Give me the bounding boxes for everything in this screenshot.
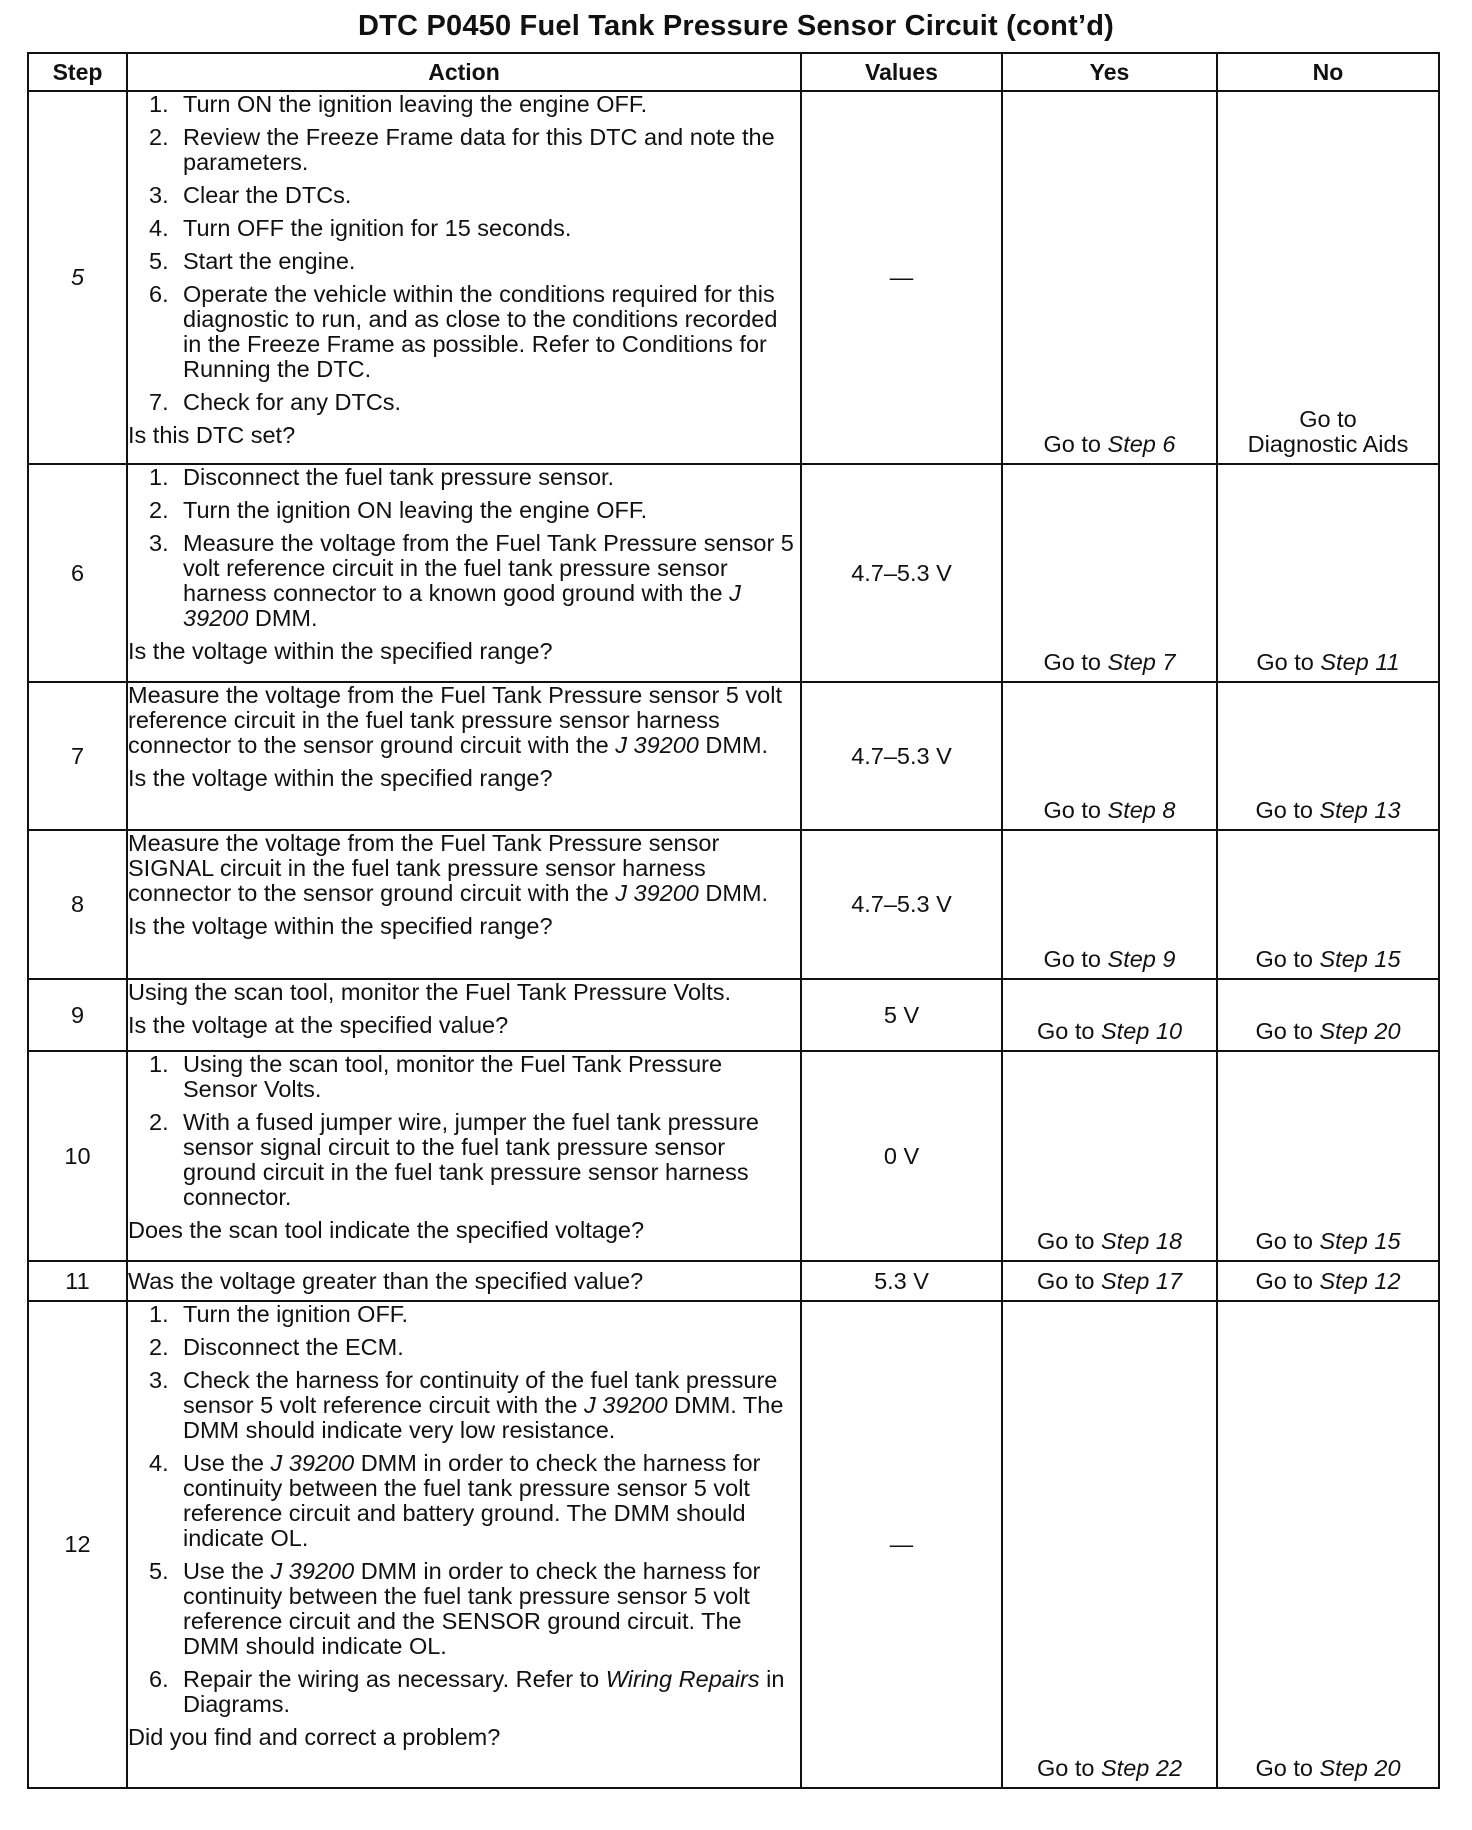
action-item: 1. Using the scan tool, monitor the Fuel Tank Pressure Sensor Volts. bbox=[149, 1051, 723, 1102]
action-item: 6. Operate the vehicle within the conditions required for this diagnostic to run, and as close to the conditions recorded in the Freeze Frame as possible. Refer to Conditions for Running the DTC. bbox=[149, 281, 778, 382]
no-cell: Go to Step 13 bbox=[1217, 682, 1439, 830]
table-row-step-11 bbox=[28, 1261, 1439, 1301]
table-row-step-10 bbox=[28, 1051, 1439, 1261]
no-cell: Go to Step 12 bbox=[1217, 1261, 1439, 1301]
no-cell: Go to Step 15 bbox=[1217, 1051, 1439, 1261]
value-cell: 4.7–5.3 V bbox=[801, 682, 1002, 830]
yes-target: Step 10 bbox=[1101, 1018, 1183, 1044]
yes-target: Step 8 bbox=[1107, 797, 1176, 823]
table-row-step-12 bbox=[28, 1301, 1439, 1788]
action-item: 3. Clear the DTCs. bbox=[149, 182, 352, 208]
action-item: 1. Disconnect the fuel tank pressure sensor. bbox=[149, 464, 615, 490]
action-item: 5. Start the engine. bbox=[149, 248, 356, 274]
yes-target: Step 18 bbox=[1101, 1228, 1183, 1254]
action-cell bbox=[127, 1051, 801, 1261]
value-cell: — bbox=[801, 91, 1002, 464]
action-text: Measure the voltage from the Fuel Tank Pressure sensor SIGNAL circuit in the fuel tank pressure sensor harness connector to the sensor ground circuit with the J 39200 DMM. bbox=[128, 830, 769, 906]
no-target: Step 15 bbox=[1319, 1228, 1401, 1254]
value-cell: — bbox=[801, 1301, 1002, 1788]
yes-cell: Go to Step 22 bbox=[1002, 1301, 1217, 1788]
action-item: 6. Repair the wiring as necessary. Refer to Wiring Repairs in Diagrams. bbox=[149, 1666, 785, 1717]
action-cell bbox=[127, 464, 801, 682]
action-question: Is the voltage at the specified value? bbox=[128, 1012, 509, 1038]
action-text: Measure the voltage from the Fuel Tank Pressure sensor 5 volt reference circuit in the fuel tank pressure sensor harness connector to the sensor ground circuit with the J 39200 DMM. bbox=[128, 682, 782, 758]
yes-cell: Go to Step 17 bbox=[1002, 1261, 1217, 1301]
header-values: Values bbox=[801, 53, 1002, 91]
action-item: 7. Check for any DTCs. bbox=[149, 389, 402, 415]
step-number: 11 bbox=[28, 1261, 127, 1301]
action-item: 4. Use the J 39200 DMM in order to check the harness for continuity between the fuel tank pressure sensor 5 volt reference circuit and battery ground. The DMM should indicate OL. bbox=[149, 1450, 761, 1551]
header-yes: Yes bbox=[1002, 53, 1217, 91]
step-number: 5 bbox=[28, 91, 127, 464]
table-row-step-7 bbox=[28, 682, 1439, 830]
step-number: 8 bbox=[28, 830, 127, 979]
value-cell: 4.7–5.3 V bbox=[801, 464, 1002, 682]
yes-cell: Go to Step 7 bbox=[1002, 464, 1217, 682]
action-text: Using the scan tool, monitor the Fuel Tank Pressure Volts. bbox=[128, 979, 732, 1005]
value-cell: 0 V bbox=[801, 1051, 1002, 1261]
yes-cell: Go to Step 18 bbox=[1002, 1051, 1217, 1261]
no-cell: Go to Step 20 bbox=[1217, 1301, 1439, 1788]
action-item: 3. Check the harness for continuity of the fuel tank pressure sensor 5 volt reference circuit with the J 39200 DMM. The DMM should indicate very low resistance. bbox=[149, 1367, 784, 1443]
yes-target: Step 17 bbox=[1101, 1268, 1183, 1294]
page-title: DTC P0450 Fuel Tank Pressure Sensor Circuit (cont’d) bbox=[357, 10, 1114, 42]
no-cell: Go to Step 11 bbox=[1217, 464, 1439, 682]
step-number: 12 bbox=[28, 1301, 127, 1788]
yes-cell: Go to Step 6 bbox=[1002, 91, 1217, 464]
header-step: Step bbox=[28, 53, 127, 91]
action-item: 2. Turn the ignition ON leaving the engine OFF. bbox=[149, 497, 648, 523]
table-header-row bbox=[28, 53, 1439, 91]
action-item: 5. Use the J 39200 DMM in order to check the harness for continuity between the fuel tank pressure sensor 5 volt reference circuit and the SENSOR ground circuit. The DMM should indicate OL. bbox=[149, 1558, 761, 1659]
no-target: Diagnostic Aids bbox=[1247, 431, 1409, 457]
step-number: 9 bbox=[28, 979, 127, 1051]
table-row-step-8 bbox=[28, 830, 1439, 979]
yes-target: Step 9 bbox=[1107, 946, 1176, 972]
action-question: Was the voltage greater than the specified value? bbox=[128, 1267, 644, 1294]
yes-target: Step 7 bbox=[1107, 649, 1176, 675]
diagnostic-table bbox=[27, 52, 1440, 1789]
yes-cell: Go to Step 8 bbox=[1002, 682, 1217, 830]
no-cell: Go to Step 15 bbox=[1217, 830, 1439, 979]
action-cell bbox=[127, 682, 801, 830]
no-target: Step 20 bbox=[1319, 1755, 1401, 1781]
action-question: Is the voltage within the specified range? bbox=[128, 638, 553, 664]
yes-cell: Go to Step 9 bbox=[1002, 830, 1217, 979]
action-question: Is the voltage within the specified range? bbox=[128, 765, 553, 791]
no-cell: Go to Diagnostic Aids bbox=[1217, 91, 1439, 464]
table-row-step-5 bbox=[28, 91, 1439, 464]
step-number: 7 bbox=[28, 682, 127, 830]
action-cell bbox=[127, 1301, 801, 1788]
value-cell: 4.7–5.3 V bbox=[801, 830, 1002, 979]
action-question: Did you find and correct a problem? bbox=[128, 1724, 501, 1750]
action-cell bbox=[127, 91, 801, 464]
action-cell bbox=[127, 830, 801, 979]
action-question: Does the scan tool indicate the specified voltage? bbox=[128, 1217, 645, 1243]
no-cell: Go to Step 20 bbox=[1217, 979, 1439, 1051]
no-target: Step 20 bbox=[1319, 1018, 1401, 1044]
value-cell: 5 V bbox=[801, 979, 1002, 1051]
action-item: 1. Turn the ignition OFF. bbox=[149, 1301, 409, 1327]
action-cell bbox=[127, 1261, 801, 1301]
action-item: 2. With a fused jumper wire, jumper the fuel tank pressure sensor signal circuit to the fuel tank pressure sensor ground circuit in the fuel tank pressure sensor harness connector. bbox=[149, 1109, 760, 1210]
action-question: Is this DTC set? bbox=[128, 422, 296, 448]
yes-target: Step 22 bbox=[1101, 1755, 1183, 1781]
no-target: Step 11 bbox=[1320, 649, 1400, 675]
step-number: 6 bbox=[28, 464, 127, 682]
table-row-step-6 bbox=[28, 464, 1439, 682]
action-question: Is the voltage within the specified range? bbox=[128, 913, 553, 939]
no-target: Step 15 bbox=[1319, 946, 1401, 972]
header-action: Action bbox=[127, 53, 801, 91]
action-item: 2. Disconnect the ECM. bbox=[149, 1334, 404, 1360]
yes-target: Step 6 bbox=[1107, 431, 1176, 457]
action-item: 1. Turn ON the ignition leaving the engine OFF. bbox=[149, 91, 648, 117]
action-item: 4. Turn OFF the ignition for 15 seconds. bbox=[149, 215, 572, 241]
step-number: 10 bbox=[28, 1051, 127, 1261]
value-cell: 5.3 V bbox=[801, 1261, 1002, 1301]
no-target: Step 13 bbox=[1319, 797, 1401, 823]
action-item: 2. Review the Freeze Frame data for this DTC and note the parameters. bbox=[149, 124, 775, 175]
yes-cell: Go to Step 10 bbox=[1002, 979, 1217, 1051]
action-cell bbox=[127, 979, 801, 1051]
action-item: 3. Measure the voltage from the Fuel Tank Pressure sensor 5 volt reference circuit in the fuel tank pressure sensor harness connector to a known good ground with the J 39200 DMM. bbox=[149, 530, 794, 631]
header-no: No bbox=[1217, 53, 1439, 91]
no-target: Step 12 bbox=[1319, 1268, 1401, 1294]
table-row-step-9 bbox=[28, 979, 1439, 1051]
